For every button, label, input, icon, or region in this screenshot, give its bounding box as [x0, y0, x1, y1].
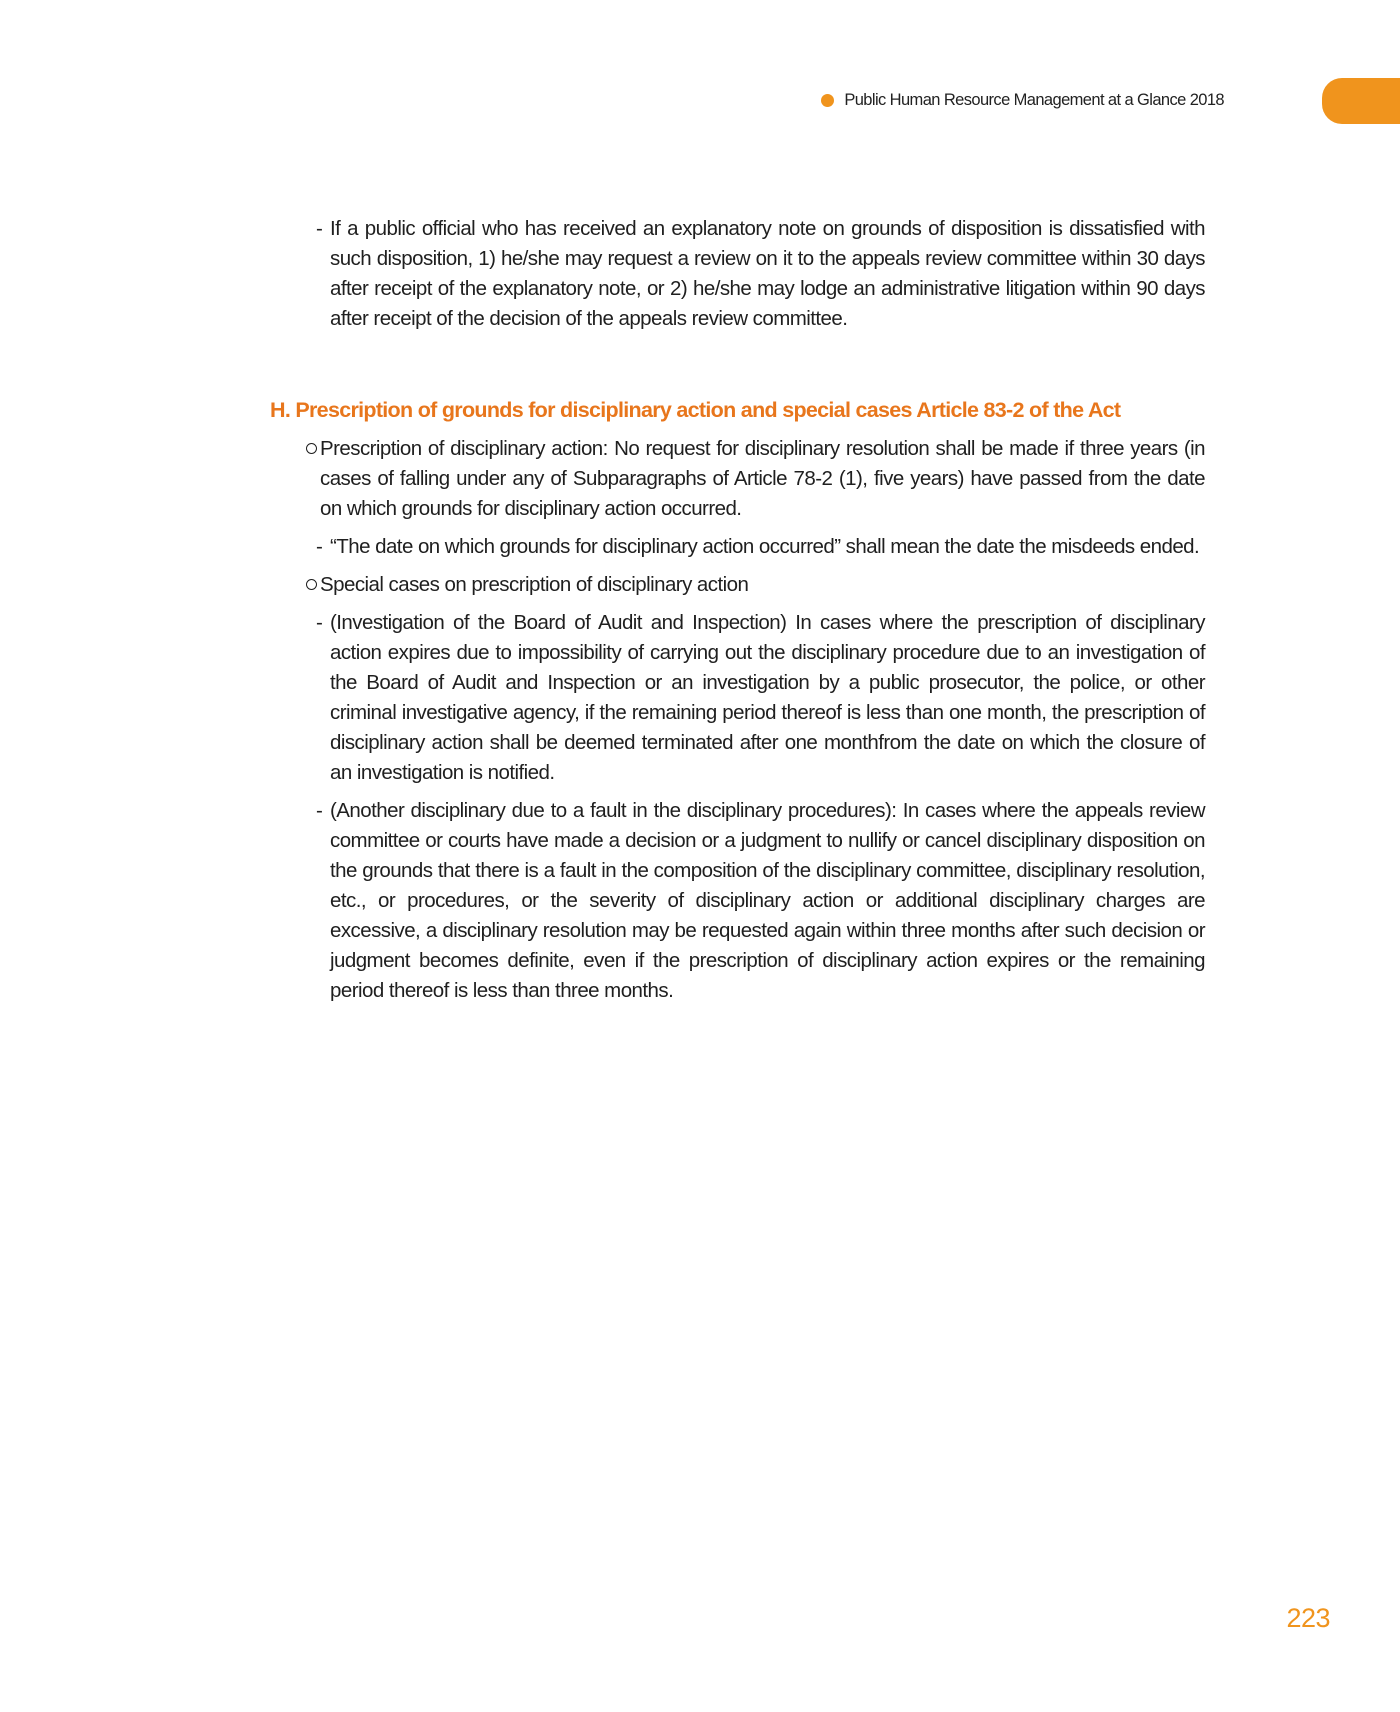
dash-marker: - [316, 611, 323, 634]
dash-item-date-definition [270, 532, 1205, 562]
circle-bullet-icon [306, 443, 317, 454]
chapter-tab [1322, 78, 1400, 124]
running-title: Public Human Resource Management at a Glance 2018 [844, 91, 1224, 109]
circle-item-text: Special cases on prescription of disciplinary action [320, 573, 749, 596]
page-body [270, 214, 1205, 1006]
dash-item-text: (Investigation of the Board of Audit and Inspection) In cases where the prescription of disciplinary action expires due to impossibility of carrying out the disciplinary procedure due to an investigation of the Board of Audit and Inspection or an investigation by a public prosecutor, the police, or other criminal investigative agency, if the remaining period thereof is less than one month, the prescription of disciplinary action shall be deemed terminated after one monthfrom the date on which the closure of an investigation is notified. [330, 611, 1205, 784]
dash-marker: - [316, 217, 323, 240]
dash-item-text: “The date on which grounds for disciplinary action occurred” shall mean the date the misdeeds ended. [330, 535, 1200, 558]
dash-marker: - [316, 799, 323, 822]
dash-item-audit-investigation [270, 608, 1205, 788]
section-heading: H. Prescription of grounds for disciplinary action and special cases Article 83-2 of the Act [270, 398, 1121, 422]
dash-item-procedural-fault [270, 796, 1205, 1006]
circle-bullet-icon [306, 579, 317, 590]
page-number: 223 [1286, 1603, 1330, 1633]
bullet-dot-icon [821, 94, 834, 107]
dash-item-intro [270, 214, 1205, 334]
circle-item-special-cases [270, 570, 1205, 600]
circle-item-text: Prescription of disciplinary action: No request for disciplinary resolution shall be made if three years (in cases of falling under any of Subparagraphs of Article 78-2 (1), five years) have passed from the date on which grounds for disciplinary action occurred. [320, 437, 1205, 520]
running-header [821, 91, 1224, 110]
dash-item-text: (Another disciplinary due to a fault in the disciplinary procedures): In cases where the appeals review committee or courts have made a decision or a judgment to nullify or cancel disciplinary disposition on the grounds that there is a fault in the composition of the disciplinary committee, disciplinary resolution, etc., or procedures, or the severity of disciplinary action or additional disciplinary charges are excessive, a disciplinary resolution may be requested again within three months after such decision or judgment becomes definite, even if the prescription of disciplinary action expires or the remaining period thereof is less than three months. [330, 799, 1205, 1002]
dash-item-text: If a public official who has received an explanatory note on grounds of disposition is dissatisfied with such disposition, 1) he/she may request a review on it to the appeals review committee within 30 days after receipt of the explanatory note, or 2) he/she may lodge an administrative litigation within 90 days after receipt of the decision of the appeals review committee. [330, 217, 1205, 330]
dash-marker: - [316, 535, 323, 558]
circle-item-prescription [270, 434, 1205, 524]
